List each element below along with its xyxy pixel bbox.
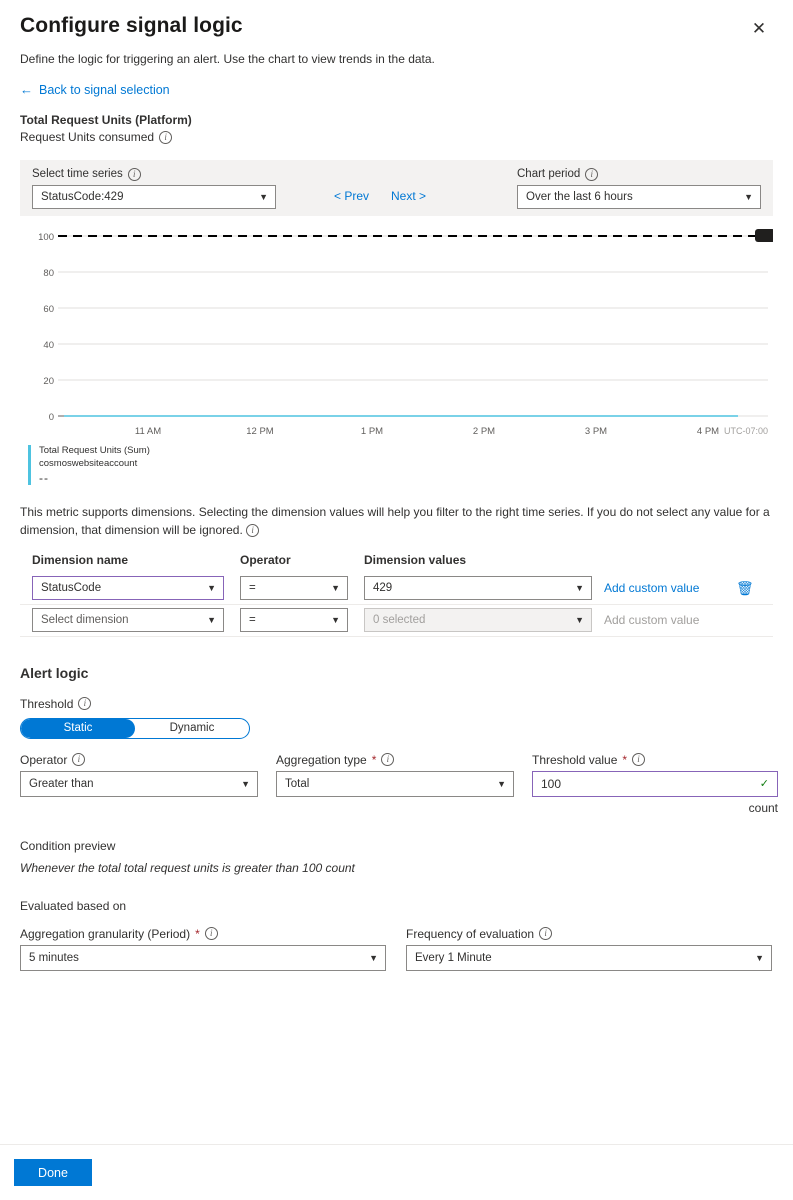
threshold-value-text: 100: [541, 776, 562, 791]
dimension-name-value: Select dimension: [41, 614, 129, 627]
evaluated-based-on-title: Evaluated based on: [20, 898, 127, 913]
threshold-value-label: Threshold value: [532, 752, 618, 767]
dimension-operator-value: =: [249, 614, 256, 627]
operator-label-row: [20, 753, 258, 767]
info-icon[interactable]: i: [381, 753, 394, 766]
done-button[interactable]: Done: [14, 1159, 92, 1186]
page-title: Configure signal logic: [20, 14, 243, 37]
threshold-type-toggle: [20, 718, 250, 739]
dimensions-table: [20, 553, 773, 637]
back-to-signal-selection-link[interactable]: [0, 66, 190, 97]
dimension-values-select: [364, 608, 592, 632]
dimension-name-select[interactable]: [32, 608, 224, 632]
metric-description: Request Units consumed: [20, 130, 155, 144]
check-icon: ✓: [759, 778, 769, 791]
metric-description-row: [20, 130, 773, 144]
info-icon[interactable]: i: [246, 524, 259, 537]
chart-period-select[interactable]: [517, 185, 761, 209]
legend-entry: [39, 445, 150, 485]
info-icon[interactable]: i: [539, 927, 552, 940]
dimensions-note-text: This metric supports dimensions. Selecting the dimension values will help you filter to the right time series. If you do not select any value for a dimension, that dimension will be ignored.: [20, 504, 770, 537]
svg-text:60: 60: [43, 304, 54, 315]
condition-preview-text: Whenever the total total request units is greater than 100 count: [20, 860, 355, 875]
operator-label: Operator: [20, 752, 68, 767]
chart-canvas: [20, 226, 773, 441]
time-series-label: Select time series: [32, 168, 123, 180]
chevron-down-icon: ▼: [331, 615, 340, 626]
svg-text:12 PM: 12 PM: [246, 426, 274, 437]
info-icon[interactable]: i: [78, 697, 91, 710]
add-custom-value-link: Add custom value: [604, 613, 700, 628]
svg-text:1 PM: 1 PM: [360, 426, 384, 437]
condition-preview-label: Condition preview: [20, 838, 116, 853]
chevron-down-icon: ▼: [744, 191, 753, 202]
chart-legend: [28, 445, 773, 485]
column-dimension-values: Dimension values: [364, 552, 467, 567]
frequency-label: Frequency of evaluation: [406, 926, 535, 941]
svg-text:80: 80: [43, 268, 54, 279]
column-dimension-name: Dimension name: [32, 552, 129, 567]
chart-period-label: Chart period: [517, 168, 581, 180]
next-button[interactable]: Next >: [391, 188, 427, 203]
svg-text:0: 0: [48, 412, 54, 423]
aggregation-type-select[interactable]: [276, 771, 514, 797]
alert-logic-fields: [20, 752, 778, 815]
svg-text:2 PM: 2 PM: [472, 426, 496, 437]
svg-text:40: 40: [43, 340, 54, 351]
threshold-value-label-row: [532, 753, 778, 767]
info-icon[interactable]: i: [72, 753, 85, 766]
trash-icon[interactable]: 🗑: [736, 579, 754, 596]
add-custom-value-link[interactable]: Add custom value: [604, 581, 700, 596]
chevron-down-icon: ▼: [575, 583, 584, 594]
dimensions-note: [20, 503, 773, 539]
chevron-down-icon: ▼: [259, 191, 268, 202]
info-icon[interactable]: i: [585, 168, 598, 181]
threshold-static-option[interactable]: Static: [21, 719, 135, 738]
chevron-down-icon: ▼: [241, 778, 250, 789]
granularity-field: [20, 927, 386, 971]
series-pager: [334, 174, 426, 203]
panel-subtitle: Define the logic for triggering an alert. Use the chart to view trends in the data.: [20, 52, 435, 66]
operator-value: Greater than: [29, 777, 94, 790]
chevron-down-icon: ▼: [369, 952, 378, 963]
svg-text:11 AM: 11 AM: [134, 426, 162, 437]
required-asterisk: *: [195, 926, 200, 941]
operator-field: [20, 753, 258, 815]
dimension-values-value: 429: [373, 582, 393, 595]
svg-text:3 PM: 3 PM: [584, 426, 608, 437]
table-row: [20, 573, 773, 605]
dimension-name-select[interactable]: [32, 576, 224, 600]
dimensions-table-header: [20, 553, 773, 567]
required-asterisk: *: [371, 752, 377, 767]
dimension-values-value: 0 selected: [373, 614, 426, 627]
dimension-name-value: StatusCode: [41, 582, 102, 595]
chevron-down-icon: ▼: [575, 615, 584, 626]
granularity-label-row: [20, 927, 386, 941]
chart-period-label-row: [517, 168, 761, 181]
frequency-field: [406, 927, 772, 971]
aggregation-value: Total: [285, 777, 310, 790]
metric-name: Total Request Units (Platform): [20, 113, 192, 127]
threshold-dynamic-option[interactable]: Dynamic: [169, 722, 215, 735]
aggregation-label: Aggregation type: [276, 752, 367, 767]
table-row: [20, 605, 773, 637]
arrow-left-icon: ←: [20, 82, 33, 97]
info-icon[interactable]: i: [128, 168, 141, 181]
time-series-value: StatusCode:429: [41, 190, 124, 203]
chevron-down-icon: ▼: [207, 583, 216, 594]
svg-text:4 PM: 4 PM: [696, 426, 720, 437]
operator-select[interactable]: [20, 771, 258, 797]
svg-text:UTC-07:00: UTC-07:00: [723, 426, 768, 436]
chart-toolbar: [20, 160, 773, 216]
aggregation-label-row: [276, 753, 514, 767]
required-asterisk: *: [622, 752, 628, 767]
threshold-value-field: [532, 753, 778, 815]
time-series-select[interactable]: [32, 185, 276, 209]
legend-resource-name: cosmoswebsiteaccount: [39, 457, 138, 469]
legend-color-swatch: [28, 445, 31, 485]
time-series-field: [32, 168, 276, 209]
threshold-value-input[interactable]: [532, 771, 778, 797]
chevron-down-icon: ▼: [207, 615, 216, 626]
svg-text:20: 20: [43, 376, 54, 387]
legend-series-name: Total Request Units (Sum): [39, 445, 150, 456]
chart-period-value: Over the last 6 hours: [526, 190, 633, 203]
aggregation-type-field: [276, 753, 514, 815]
granularity-value: 5 minutes: [29, 951, 79, 964]
metric-chart[interactable]: [20, 226, 773, 441]
dimension-values-select[interactable]: [364, 576, 592, 600]
column-operator: Operator: [240, 552, 291, 567]
chevron-down-icon: ▼: [755, 952, 764, 963]
chevron-down-icon: ▼: [331, 583, 340, 594]
frequency-select[interactable]: [406, 945, 772, 971]
info-icon[interactable]: i: [159, 131, 172, 144]
svg-text:100: 100: [38, 232, 54, 243]
panel-footer: [0, 1144, 793, 1200]
info-icon[interactable]: i: [632, 753, 645, 766]
frequency-label-row: [406, 927, 772, 941]
threshold-unit: count: [748, 800, 778, 815]
threshold-label: Threshold: [20, 696, 74, 711]
granularity-select[interactable]: [20, 945, 386, 971]
dimension-operator-select[interactable]: [240, 576, 348, 600]
chevron-down-icon: ▼: [497, 778, 506, 789]
close-icon[interactable]: ✕: [745, 14, 773, 42]
prev-button[interactable]: < Prev: [334, 188, 370, 203]
info-icon[interactable]: i: [205, 927, 218, 940]
time-series-label-row: [32, 168, 276, 181]
back-link-label: Back to signal selection: [39, 82, 170, 97]
frequency-value: Every 1 Minute: [415, 951, 492, 964]
threshold-label-row: [20, 697, 773, 711]
evaluation-fields: [20, 927, 773, 971]
dimension-operator-select[interactable]: [240, 608, 348, 632]
dimension-operator-value: =: [249, 582, 256, 595]
granularity-label: Aggregation granularity (Period): [20, 926, 191, 941]
chart-period-field: [517, 168, 761, 209]
legend-series-value: --: [39, 470, 49, 485]
metric-info: [0, 97, 793, 144]
alert-logic-title: Alert logic: [20, 664, 89, 681]
panel-header: [0, 0, 793, 42]
